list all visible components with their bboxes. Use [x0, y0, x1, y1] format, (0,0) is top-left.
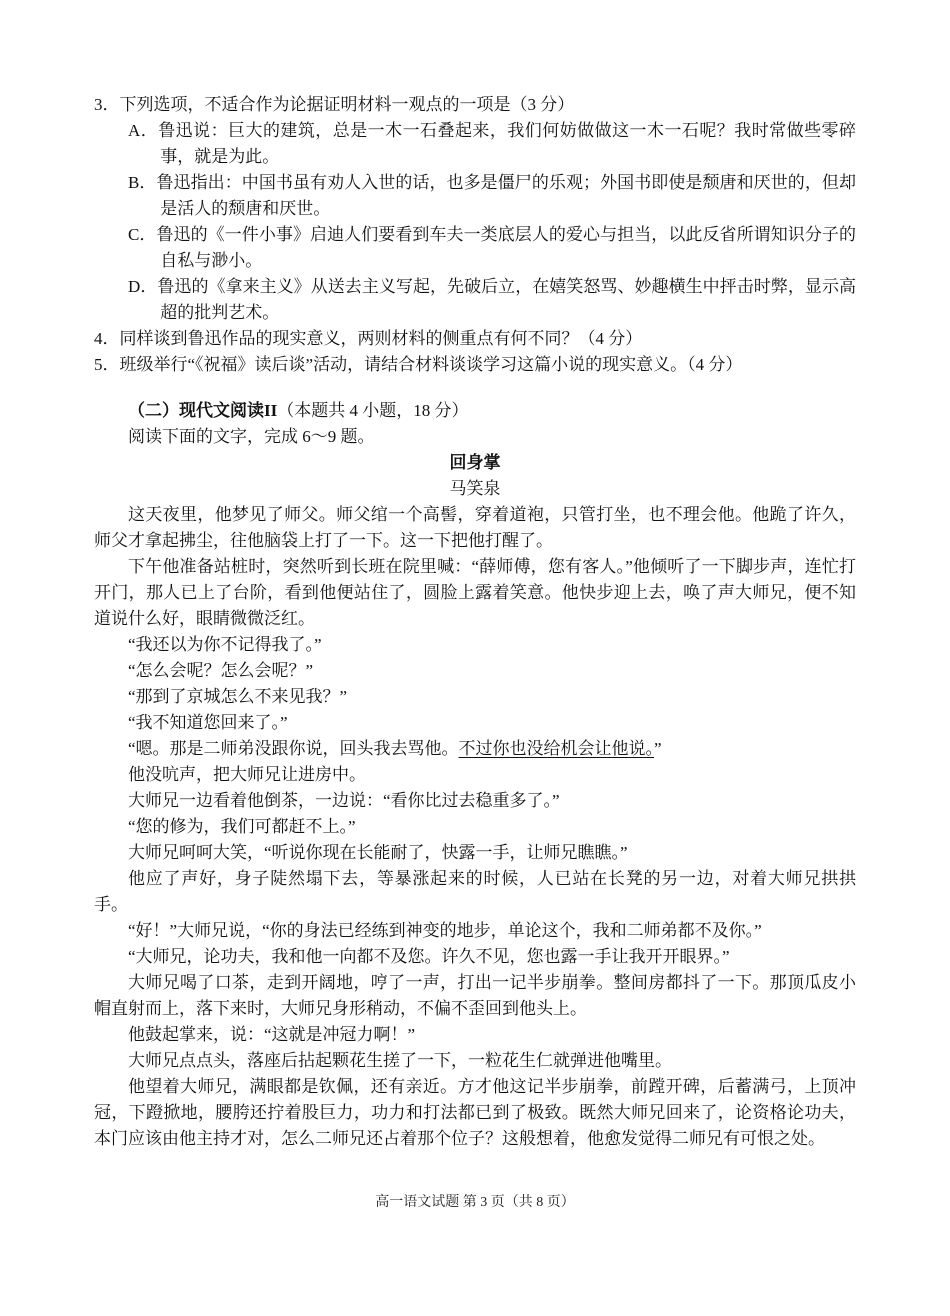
section-heading-title: （二）现代文阅读II — [128, 401, 278, 420]
option-c-text: 鲁迅的《一件小事》启迪人们要看到车夫一类底层人的爱心与担当，以此反省所谓知识分子的自私与渺小。 — [156, 225, 856, 270]
passage-paragraph: 他望着大师兄，满眼都是钦佩，还有亲近。方才他这记半步崩拳，前蹚开碑，后蓄满弓，上顶冲冠，下蹬掀地，腰胯还拧着股巨力，功力和打法都已到了极致。既然大师兄回来了，论资格论功夫，本门应该由他主持才对，怎么二师兄还占着那个位子？这般想着，他愈发觉得二师兄有可恨之处。 — [94, 1077, 856, 1148]
passage-paragraph-dialogue: “好！”大师兄说，“你的身法已经练到神变的地步，单论这个，我和二师弟都不及你。” — [128, 921, 762, 940]
passage-paragraph: 他应了声好，身子陡然塌下去，等暴涨起来的时候，人已站在长凳的另一边，对着大师兄拱拱手。 — [94, 869, 856, 914]
question-3 — [94, 92, 856, 118]
option-c — [128, 222, 856, 274]
question-4-text: 同样谈到鲁迅作品的现实意义，两则材料的侧重点有何不同？（4 分） — [119, 329, 643, 348]
option-d-label: D． — [128, 277, 158, 296]
passage-paragraph-dialogue: “大师兄，论功夫，我和他一向都不及您。许久不见，您也露一手让我开开眼界。” — [128, 947, 730, 966]
passage-paragraph: 大师兄一边看着他倒茶，一边说：“看你比过去稳重多了。” — [128, 791, 560, 810]
page-footer: 高一语文试题 第 3 页（共 8 页） — [375, 1195, 575, 1210]
passage-author: 马笑泉 — [449, 479, 501, 498]
question-5-number: 5． — [94, 355, 120, 374]
passage-body — [94, 502, 856, 1152]
passage-paragraph: 大师兄呵呵大笑，“听说你现在长能耐了，快露一手，让师兄瞧瞧。” — [128, 843, 628, 862]
question-3-text: 下列选项，不适合作为论据证明材料一观点的一项是（3 分） — [119, 95, 575, 114]
reading-section-2 — [94, 398, 856, 1152]
passage-paragraph: 他没吭声，把大师兄让进房中。 — [128, 765, 366, 784]
question-4-number: 4． — [94, 329, 120, 348]
question-3-number: 3． — [94, 95, 120, 114]
option-a — [128, 118, 856, 170]
underlined-text: 不过你也没给机会让他说。 — [458, 739, 655, 758]
passage-paragraph: 他鼓起掌来，说：“这就是冲冠力啊！” — [128, 1025, 416, 1044]
option-c-label: C． — [128, 225, 157, 244]
passage-paragraph: 下午他准备站桩时，突然听到长班在院里喊：“薛师傅，您有客人。”他倾听了一下脚步声，连忙打开门，那人已上了台阶，看到他便站住了，圆脸上露着笑意。他快步迎上去，唤了声大师兄，便不知道说什么好，眼睛微微泛红。 — [94, 557, 856, 628]
question-3-options — [94, 118, 856, 326]
passage-paragraph-dialogue: “我还以为你不记得我了。” — [128, 635, 322, 654]
passage-paragraph-dialogue — [94, 736, 856, 762]
option-d-text: 鲁迅的《拿来主义》从送去主义写起，先破后立，在嬉笑怒骂、妙趣横生中抨击时弊，显示高超的批判艺术。 — [157, 277, 856, 322]
option-d — [128, 274, 856, 326]
question-4 — [94, 326, 856, 352]
reading-instruction: 阅读下面的文字，完成 6～9 题。 — [128, 427, 375, 446]
question-5 — [94, 352, 856, 378]
passage-title: 回身掌 — [449, 453, 501, 472]
option-b-label: B． — [128, 173, 157, 192]
dialogue-text: “嗯。那是二师弟没跟你说，回头我去骂他。 — [128, 739, 459, 758]
section-heading-info: （本题共 4 小题，18 分） — [277, 401, 469, 420]
passage-paragraph: 大师兄喝了口茶，走到开阔地，哼了一声，打出一记半步崩拳。整间房都抖了一下。那顶瓜皮小帽直射而上，落下来时，大师兄身形稍动，不偏不歪回到他头上。 — [94, 973, 856, 1018]
passage-paragraph: 这天夜里，他梦见了师父。师父绾一个高髻，穿着道袍，只管打坐，也不理会他。他跪了许久，师父才拿起拂尘，往他脑袋上打了一下。这一下把他打醒了。 — [94, 505, 856, 550]
option-b-text: 鲁迅指出：中国书虽有劝人入世的话，也多是僵尸的乐观；外国书即使是颓唐和厌世的，但却是活人的颓唐和厌世。 — [156, 173, 856, 218]
questions-section — [94, 92, 856, 378]
option-a-text: 鲁迅说：巨大的建筑，总是一木一石叠起来，我们何妨做做这一木一石呢？我时常做些零碎事，就是为此。 — [158, 121, 857, 166]
option-a-label: A． — [128, 121, 159, 140]
option-b — [128, 170, 856, 222]
passage-paragraph-dialogue: “您的修为，我们可都赶不上。” — [128, 817, 356, 836]
dialogue-text: ” — [654, 739, 662, 758]
section-heading — [94, 398, 856, 424]
passage-paragraph-dialogue: “怎么会呢？怎么会呢？” — [128, 661, 314, 680]
question-5-text: 班级举行“《祝福》读后谈”活动，请结合材料谈谈学习这篇小说的现实意义。（4 分） — [119, 355, 743, 374]
passage-paragraph: 大师兄点点头，落座后拈起颗花生搓了一下，一粒花生仁就弹进他嘴里。 — [128, 1051, 672, 1070]
passage-paragraph-dialogue: “我不知道您回来了。” — [128, 713, 288, 732]
passage-paragraph-dialogue: “那到了京城怎么不来见我？” — [128, 687, 348, 706]
